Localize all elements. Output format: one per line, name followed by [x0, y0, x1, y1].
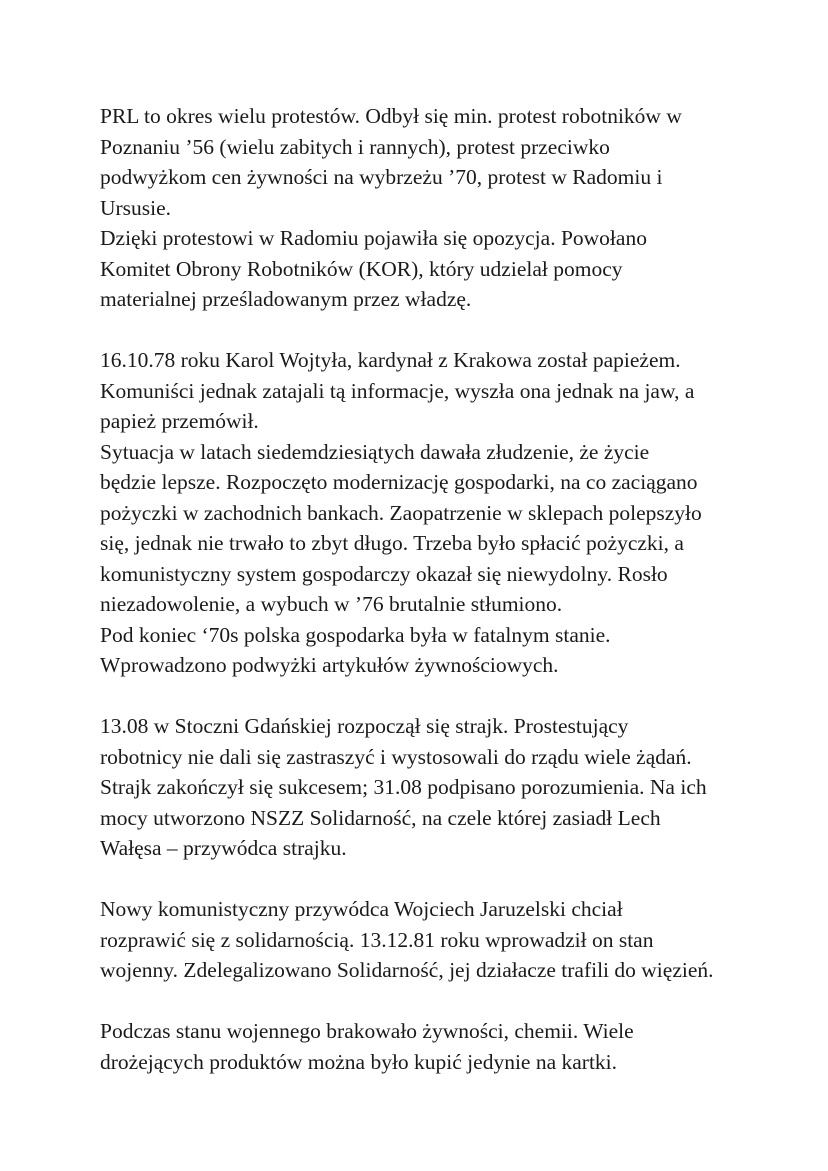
text-line: niezadowolenie, a wybuch w ’76 brutalnie stłumiono. — [100, 592, 563, 616]
text-line: będzie lepsze. Rozpoczęto modernizację gospodarki, na co zaciągano — [100, 470, 698, 494]
text-line: Komuniści jednak zatajali tą informacje, wyszła ona jednak na jaw, a — [100, 378, 695, 403]
text-line: Nowy komunistyczny przywódca Wojciech Jaruzelski chciał — [100, 897, 623, 921]
paragraph — [100, 345, 800, 681]
paragraph — [100, 894, 800, 986]
text-line: Komitet Obrony Robotników (KOR), który udzielał pomocy — [100, 256, 623, 281]
text-line: Podczas stanu wojennego brakowało żywności, chemii. Wiele — [100, 1019, 634, 1043]
text-line: 13.08 w Stoczni Gdańskiej rozpoczął się strajk. Prostestujący — [100, 714, 629, 738]
document-body — [100, 101, 800, 1108]
text-line: Pod koniec ‘70s polska gospodarka była w fatalnym stanie. — [100, 622, 611, 647]
text-line: Strajk zakończył się sukcesem; 31.08 podpisano porozumienia. Na ich — [100, 775, 707, 799]
text-line: podwyżkom cen żywności na wybrzeżu ’70, protest w Radomiu i — [100, 165, 663, 189]
text-line: Ursusie. — [100, 195, 172, 220]
text-line: Wałęsa – przywódca strajku. — [100, 836, 347, 860]
paragraph — [100, 1016, 800, 1077]
text-line: papież przemówił. — [100, 409, 259, 433]
text-line: robotnicy nie dali się zastraszyć i wystosowali do rządu wiele żądań. — [100, 744, 692, 769]
text-line: materialnej prześladowanym przez władzę. — [100, 287, 472, 311]
text-line: Poznaniu ’56 (wielu zabitych i rannych), protest przeciwko — [100, 134, 610, 159]
paragraph — [100, 711, 800, 864]
paragraph — [100, 101, 800, 315]
text-line: Dzięki protestowi w Radomiu pojawiła się opozycja. Powołano — [100, 226, 647, 250]
text-line: 16.10.78 roku Karol Wojtyła, kardynał z Krakowa został papieżem. — [100, 348, 681, 372]
text-line: pożyczki w zachodnich bankach. Zaopatrzenie w sklepach polepszyło — [100, 500, 702, 525]
text-line: wojenny. Zdelegalizowano Solidarność, jej działacze trafili do więzień. — [100, 958, 714, 982]
text-line: komunistyczny system gospodarczy okazał się niewydolny. Rosło — [100, 561, 668, 586]
text-line: Wprowadzono podwyżki artykułów żywnościowych. — [100, 653, 559, 677]
text-line: drożejących produktów można było kupić jedynie na kartki. — [100, 1049, 618, 1074]
text-line: mocy utworzono NSZZ Solidarność, na czele której zasiadł Lech — [100, 805, 661, 830]
text-line: PRL to okres wielu protestów. Odbył się min. protest robotników w — [100, 104, 682, 128]
text-line: rozprawić się z solidarnością. 13.12.81 roku wprowadził on stan — [100, 927, 654, 952]
text-line: się, jednak nie trwało to zbyt długo. Trzeba było spłacić pożyczki, a — [100, 531, 684, 555]
text-line: Sytuacja w latach siedemdziesiątych dawała złudzenie, że życie — [100, 439, 650, 464]
